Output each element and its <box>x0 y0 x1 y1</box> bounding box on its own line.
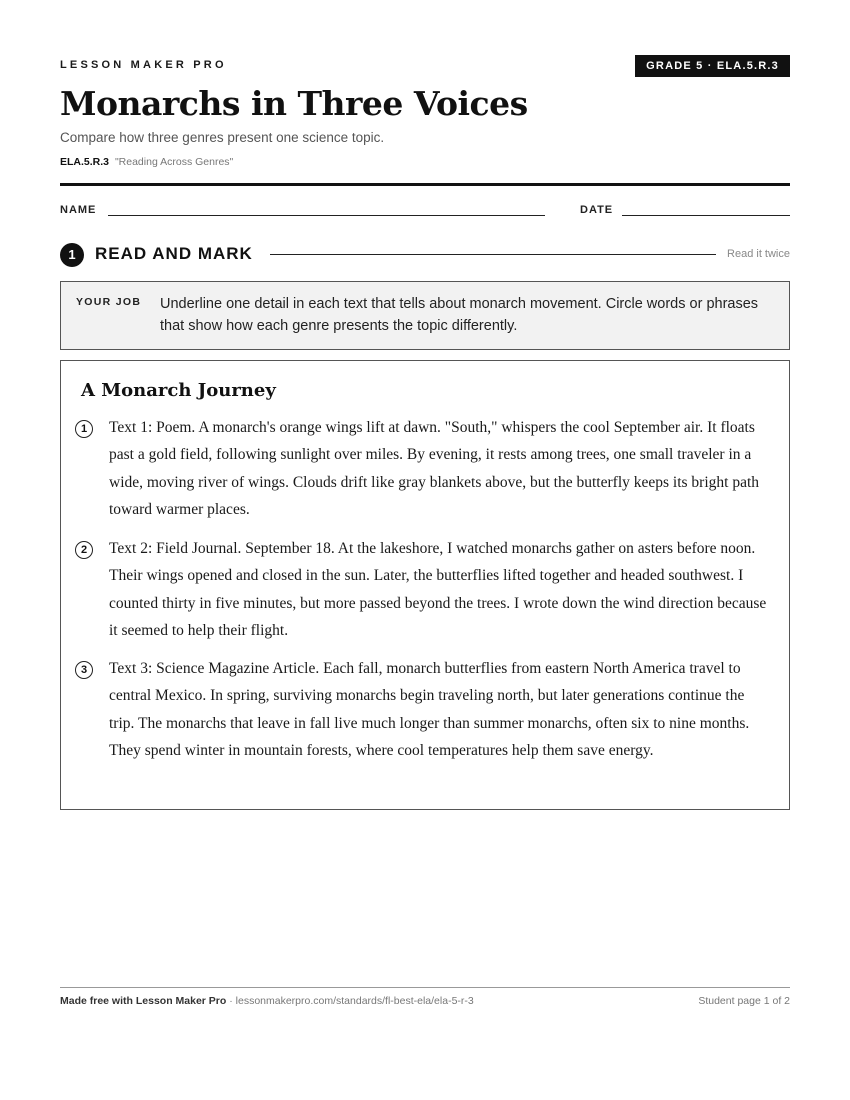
page-subtitle: Compare how three genres present one science topic. <box>60 130 385 145</box>
date-label: DATE <box>580 204 614 216</box>
item-number-badge: 1 <box>75 420 93 438</box>
instructions-text: Underline one detail in each text that tells about monarch movement. Circle words or phrases that show how each genre presents the topic differently. <box>160 296 759 334</box>
footer-page-number: Student page 1 of 2 <box>698 995 790 1007</box>
section-title: READ AND MARK <box>95 244 253 263</box>
item-number-badge: 2 <box>75 541 93 559</box>
passage-title: A Monarch Journey <box>81 380 276 401</box>
footer-divider <box>60 987 790 988</box>
instructions-box <box>60 281 790 350</box>
date-field-line[interactable] <box>622 215 790 216</box>
passage-text[interactable]: Text 2: Field Journal. September 18. At the lakeshore, I watched monarchs gather on asters before noon. Their wings opened and closed in the sun. Later, the butterflies lifted together and headed southwest. I counted thirty in five minutes, but more passed beyond the trees. I wrote down the wind direction because it seemed to help their flight. <box>109 540 767 639</box>
standard-code: ELA.5.R.3 <box>60 156 110 168</box>
instructions-label: YOUR JOB <box>76 296 142 308</box>
standard-line <box>60 156 233 168</box>
section-hint: Read it twice <box>727 248 790 260</box>
footer-url[interactable]: · lessonmakerpro.com/standards/fl-best-ela/ela-5-r-3 <box>226 995 474 1007</box>
section-number-badge: 1 <box>60 243 84 267</box>
page-title: Monarchs in Three Voices <box>60 84 528 123</box>
standard-name: "Reading Across Genres" <box>114 156 234 168</box>
grade-badge: GRADE 5 · ELA.5.R.3 <box>635 55 790 77</box>
worksheet-page <box>60 0 790 1100</box>
name-field-line[interactable] <box>108 215 545 216</box>
header-divider <box>60 183 790 186</box>
section-divider <box>270 254 716 255</box>
passage-text[interactable]: Text 3: Science Magazine Article. Each fall, monarch butterflies from eastern North America travel to central Mexico. In spring, surviving monarchs begin traveling north, but later generations continue the trip. The monarchs that leave in fall live much longer than summer monarchs, often six to nine months. They spend winter in mountain forests, where cool temperatures help them save energy. <box>109 660 750 759</box>
name-label: NAME <box>60 204 97 216</box>
item-number-badge: 3 <box>75 661 93 679</box>
brand-name: LESSON MAKER PRO <box>60 59 227 71</box>
footer-made-with: Made free with Lesson Maker Pro <box>60 995 227 1007</box>
footer-credit <box>60 995 474 1007</box>
passage-text[interactable]: Text 1: Poem. A monarch's orange wings lift at dawn. "South," whispers the cool September air. It floats past a gold field, following sunlight over miles. By evening, it rests among trees, one small traveler in a wide, moving river of wings. Clouds drift like gray blankets above, but the butterfly keeps its bright path toward warmer places. <box>109 419 760 518</box>
passage-box <box>60 360 790 810</box>
